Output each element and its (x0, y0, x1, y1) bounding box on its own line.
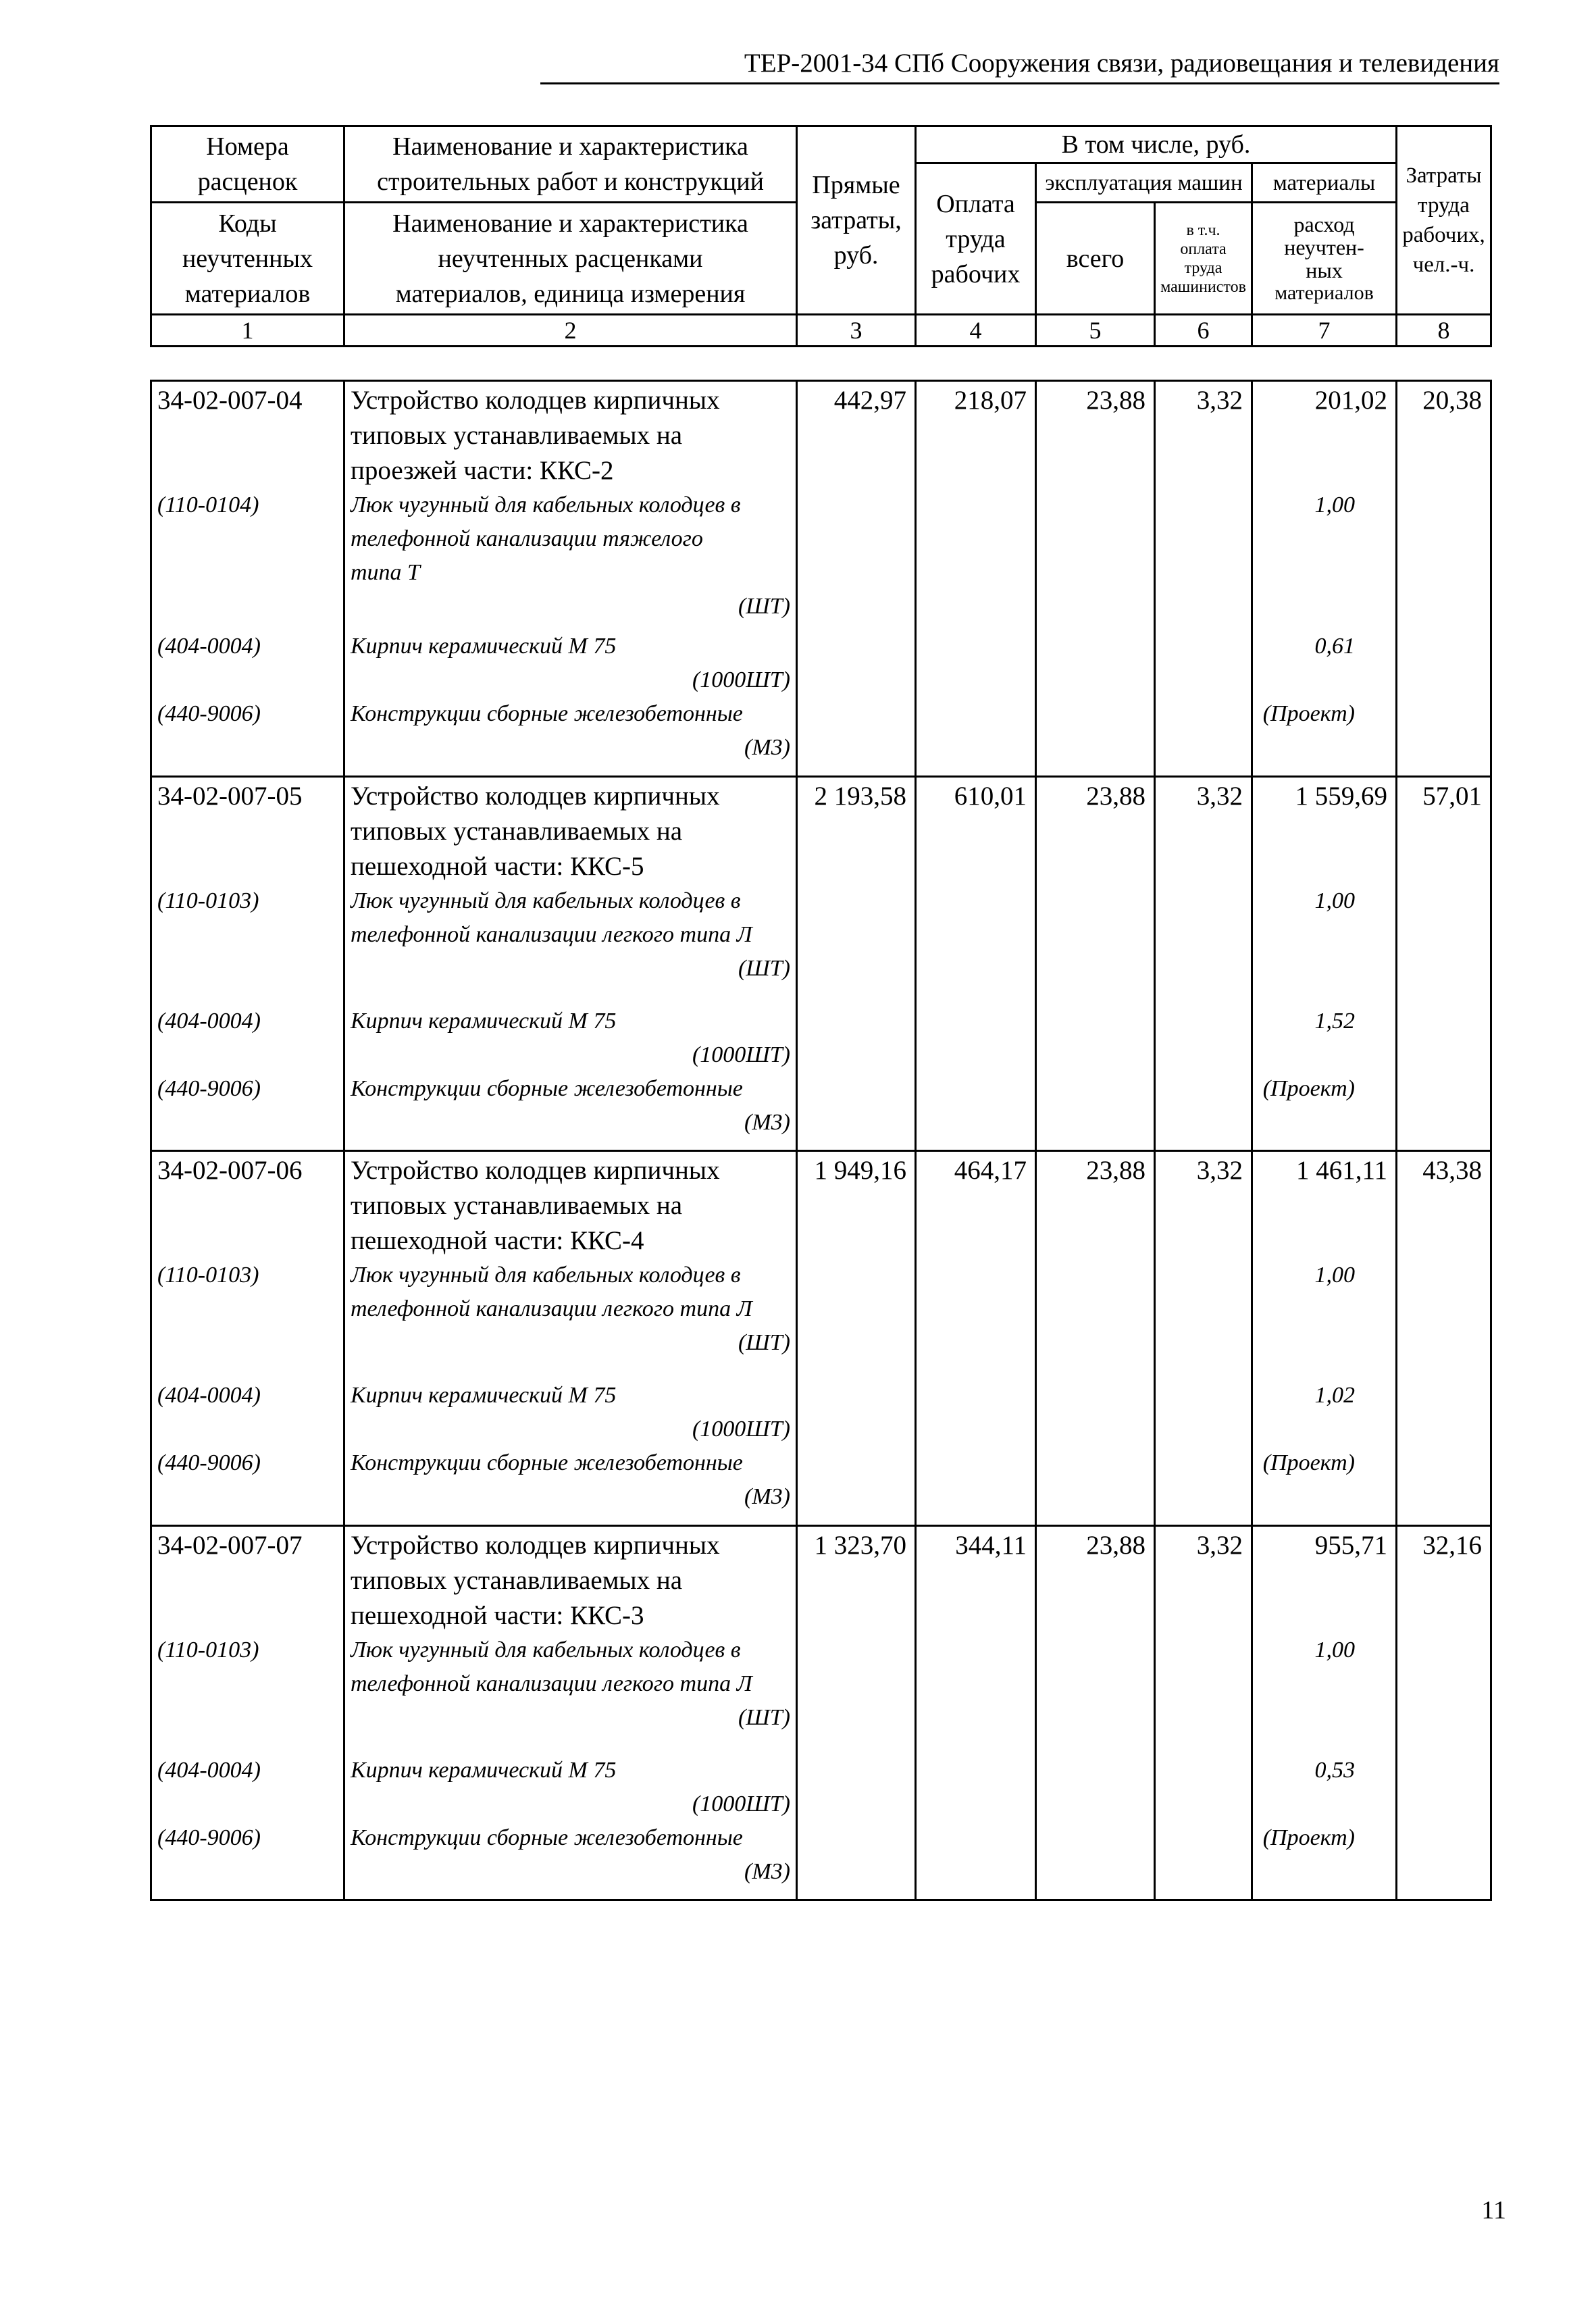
labor-cost: 218,07 (916, 381, 1036, 489)
material-description-line: телефонной канализации тяжелого (351, 526, 703, 551)
table-row (151, 776, 1491, 884)
empty-cell (797, 1446, 916, 1525)
material-description (344, 488, 797, 630)
material-unit: (ШТ) (738, 1330, 790, 1355)
rate-code: 34-02-007-04 (151, 381, 344, 489)
header-col1-top-line1: Номера (206, 132, 289, 161)
empty-cell (1155, 884, 1252, 1005)
material-code: (440-9006) (151, 1821, 344, 1900)
header-col8-line3: рабочих, (1402, 223, 1485, 247)
material-row (151, 884, 1491, 1005)
material-unit: (1000ШТ) (692, 667, 790, 692)
material-code: (110-0103) (151, 1633, 344, 1754)
empty-cell (1155, 1446, 1252, 1525)
material-consumption: 0,61 (1252, 630, 1397, 697)
material-description (344, 1259, 797, 1379)
empty-cell (1155, 1633, 1252, 1754)
material-row (151, 488, 1491, 630)
machines-cost: 23,88 (1036, 776, 1155, 884)
empty-cell (1036, 1754, 1155, 1821)
empty-cell (1036, 697, 1155, 776)
material-code: (404-0004) (151, 630, 344, 697)
empty-cell (916, 1005, 1036, 1072)
header-col1-bottom-line2: неучтенных (182, 244, 313, 273)
material-description-line: телефонной канализации легкого типа Л (351, 921, 752, 947)
empty-cell (1397, 1821, 1491, 1900)
empty-cell (797, 1821, 916, 1900)
machinists-cost: 3,32 (1155, 776, 1252, 884)
rate-description-line: пешеходной части: ККС-5 (351, 851, 644, 881)
material-description (344, 630, 797, 697)
material-row (151, 1259, 1491, 1379)
material-unit: (М3) (744, 1109, 790, 1135)
empty-cell (1036, 1633, 1155, 1754)
running-header: ТЕР-2001-34 СПб Сооружения связи, радиовещания и телевидения (540, 45, 1499, 84)
header-col8 (1397, 126, 1491, 315)
empty-cell (916, 630, 1036, 697)
empty-cell (1397, 884, 1491, 1005)
header-col2-top-line1: Наименование и характеристика (392, 132, 748, 161)
header-col2-top (344, 126, 797, 203)
material-description-line: Люк чугунный для кабельных колодцев в (351, 1263, 741, 1288)
material-unit: (ШТ) (738, 955, 790, 981)
material-row (151, 1446, 1491, 1525)
header-col6-line4: машинистов (1160, 278, 1246, 296)
machines-cost: 23,88 (1036, 381, 1155, 489)
rate-description-line: Устройство колодцев кирпичных (351, 1530, 720, 1560)
header-col4-line3: рабочих (931, 259, 1021, 288)
labor-hours: 32,16 (1397, 1525, 1491, 1633)
material-row (151, 630, 1491, 697)
column-number: 4 (916, 315, 1036, 347)
empty-cell (916, 1259, 1036, 1379)
rate-description-line: типовых устанавливаемых на (351, 1565, 683, 1595)
material-description-line: Кирпич керамический М 75 (351, 1757, 617, 1783)
empty-cell (1036, 1379, 1155, 1446)
material-description-line: Люк чугунный для кабельных колодцев в (351, 1637, 741, 1662)
machinists-cost: 3,32 (1155, 1525, 1252, 1633)
empty-cell (1155, 1259, 1252, 1379)
material-consumption: (Проект) (1252, 697, 1397, 776)
empty-cell (916, 1633, 1036, 1754)
empty-cell (916, 1754, 1036, 1821)
column-numbers-row (151, 315, 1491, 347)
empty-cell (1155, 630, 1252, 697)
rate-description-line: пешеходной части: ККС-4 (351, 1226, 644, 1255)
materials-cost: 1 559,69 (1252, 776, 1397, 884)
material-consumption: 1,00 (1252, 1633, 1397, 1754)
page-number: 11 (1481, 2196, 1506, 2225)
material-description (344, 1446, 797, 1525)
header-col7 (1252, 203, 1397, 315)
machines-cost: 23,88 (1036, 1525, 1155, 1633)
machinists-cost: 3,32 (1155, 381, 1252, 489)
material-description-line: телефонной канализации легкого типа Л (351, 1671, 752, 1696)
material-row (151, 1072, 1491, 1151)
material-description (344, 1754, 797, 1821)
material-row (151, 697, 1491, 776)
material-description (344, 1633, 797, 1754)
header-col4-line1: Оплата (936, 189, 1015, 218)
material-unit: (ШТ) (738, 594, 790, 619)
material-consumption: 1,02 (1252, 1379, 1397, 1446)
rate-description-line: типовых устанавливаемых на (351, 421, 683, 450)
material-row (151, 1754, 1491, 1821)
direct-cost: 442,97 (797, 381, 916, 489)
header-col5: всего (1036, 203, 1155, 315)
material-consumption: 0,53 (1252, 1754, 1397, 1821)
empty-cell (916, 488, 1036, 630)
material-description-line: Кирпич керамический М 75 (351, 1008, 617, 1034)
material-description (344, 1379, 797, 1446)
labor-cost: 610,01 (916, 776, 1036, 884)
material-description-line: Люк чугунный для кабельных колодцев в (351, 888, 741, 913)
rate-description-line: Устройство колодцев кирпичных (351, 781, 720, 811)
material-unit: (1000ШТ) (692, 1791, 790, 1816)
material-unit: (ШТ) (738, 1704, 790, 1730)
rate-description-line: типовых устанавливаемых на (351, 1191, 683, 1220)
empty-cell (797, 884, 916, 1005)
empty-cell (1397, 630, 1491, 697)
material-description (344, 697, 797, 776)
rate-code: 34-02-007-05 (151, 776, 344, 884)
direct-cost: 1 323,70 (797, 1525, 916, 1633)
materials-cost: 201,02 (1252, 381, 1397, 489)
material-description (344, 884, 797, 1005)
empty-cell (1155, 1379, 1252, 1446)
material-code: (404-0004) (151, 1379, 344, 1446)
empty-cell (1397, 1259, 1491, 1379)
empty-cell (797, 697, 916, 776)
empty-cell (1036, 1005, 1155, 1072)
empty-cell (1036, 884, 1155, 1005)
material-description-line: Конструкции сборные железобетонные (351, 1075, 743, 1101)
header-col7-line3: ных (1306, 257, 1343, 282)
labor-cost: 344,11 (916, 1525, 1036, 1633)
header-machines: эксплуатация машин (1036, 163, 1252, 203)
empty-cell (797, 488, 916, 630)
machinists-cost: 3,32 (1155, 1151, 1252, 1259)
header-col8-line4: чел.-ч. (1412, 253, 1475, 277)
empty-cell (1397, 1379, 1491, 1446)
empty-cell (1036, 1821, 1155, 1900)
header-col1-top-line2: расценок (197, 168, 298, 196)
material-code: (404-0004) (151, 1005, 344, 1072)
labor-hours: 43,38 (1397, 1151, 1491, 1259)
header-col8-line1: Затраты (1406, 163, 1482, 188)
material-code: (440-9006) (151, 1446, 344, 1525)
labor-hours: 20,38 (1397, 381, 1491, 489)
material-description-line: Конструкции сборные железобетонные (351, 1450, 743, 1475)
material-description-line: Конструкции сборные железобетонные (351, 701, 743, 726)
material-code: (110-0104) (151, 488, 344, 630)
material-unit: (М3) (744, 1858, 790, 1884)
empty-cell (1155, 1821, 1252, 1900)
column-number: 5 (1036, 315, 1155, 347)
column-number: 8 (1397, 315, 1491, 347)
materials-cost: 1 461,11 (1252, 1151, 1397, 1259)
table-row (151, 1525, 1491, 1633)
header-col8-line2: труда (1418, 193, 1470, 218)
material-description-line: Кирпич керамический М 75 (351, 1383, 617, 1408)
material-consumption: 1,52 (1252, 1005, 1397, 1072)
material-consumption: (Проект) (1252, 1072, 1397, 1151)
empty-cell (916, 884, 1036, 1005)
header-col3-line2: затраты, (810, 206, 902, 234)
empty-cell (1397, 488, 1491, 630)
material-description-line: телефонной канализации легкого типа Л (351, 1296, 752, 1321)
material-description (344, 1072, 797, 1151)
empty-cell (797, 630, 916, 697)
empty-cell (916, 1446, 1036, 1525)
labor-hours: 57,01 (1397, 776, 1491, 884)
empty-cell (1036, 1446, 1155, 1525)
table-row (151, 381, 1491, 489)
material-row (151, 1005, 1491, 1072)
header-col3-line3: руб. (833, 241, 879, 270)
material-description-line: Конструкции сборные железобетонные (351, 1825, 743, 1850)
material-row (151, 1821, 1491, 1900)
header-col2-top-line2: строительных работ и конструкций (377, 168, 764, 196)
header-col1-bottom-line3: материалов (184, 279, 311, 308)
material-consumption: 1,00 (1252, 1259, 1397, 1379)
header-col7-line1: расход (1293, 211, 1355, 236)
column-number: 6 (1155, 315, 1252, 347)
column-number: 7 (1252, 315, 1397, 347)
material-row (151, 1633, 1491, 1754)
header-materials: материалы (1252, 163, 1397, 203)
header-col1-top (151, 126, 344, 203)
material-unit: (1000ШТ) (692, 1417, 790, 1442)
material-row (151, 1379, 1491, 1446)
empty-cell (1036, 1259, 1155, 1379)
materials-cost: 955,71 (1252, 1525, 1397, 1633)
rates-body (151, 381, 1491, 1900)
header-col1-bottom (151, 203, 344, 315)
empty-cell (1036, 630, 1155, 697)
material-code: (110-0103) (151, 884, 344, 1005)
empty-cell (1397, 1633, 1491, 1754)
header-col2-bottom (344, 203, 797, 315)
table-row (151, 1151, 1491, 1259)
material-code: (440-9006) (151, 1072, 344, 1151)
material-code: (110-0103) (151, 1259, 344, 1379)
column-number: 1 (151, 315, 344, 347)
labor-cost: 464,17 (916, 1151, 1036, 1259)
header-col7-line2: неучтен- (1284, 234, 1364, 259)
empty-cell (1397, 1754, 1491, 1821)
rate-code: 34-02-007-06 (151, 1151, 344, 1259)
rate-description-line: проезжей части: ККС-2 (351, 456, 614, 485)
rate-description (344, 1151, 797, 1259)
empty-cell (1155, 1754, 1252, 1821)
empty-cell (1155, 488, 1252, 630)
header-col2-bottom-line2: неучтенных расценками (438, 244, 703, 273)
empty-cell (1155, 697, 1252, 776)
machines-cost: 23,88 (1036, 1151, 1155, 1259)
material-description (344, 1821, 797, 1900)
empty-cell (1397, 697, 1491, 776)
rate-description (344, 776, 797, 884)
header-col6-line2: оплата (1180, 240, 1227, 258)
material-consumption: 1,00 (1252, 884, 1397, 1005)
header-col7-line4: материалов (1275, 281, 1374, 304)
rate-description-line: Устройство колодцев кирпичных (351, 386, 720, 415)
rates-table (150, 380, 1492, 1901)
empty-cell (1397, 1446, 1491, 1525)
rate-description-line: типовых устанавливаемых на (351, 816, 683, 846)
empty-cell (797, 1633, 916, 1754)
direct-cost: 1 949,16 (797, 1151, 916, 1259)
empty-cell (797, 1754, 916, 1821)
header-col1-bottom-line1: Коды (218, 209, 277, 238)
empty-cell (797, 1379, 916, 1446)
empty-cell (797, 1259, 916, 1379)
material-unit: (М3) (744, 1484, 790, 1509)
header-col6-line1: в т.ч. (1186, 221, 1220, 239)
material-unit: (1000ШТ) (692, 1042, 790, 1067)
rate-description-line: Устройство колодцев кирпичных (351, 1156, 720, 1185)
table-header (150, 125, 1492, 347)
header-col6-line3: труда (1184, 259, 1222, 277)
material-code: (440-9006) (151, 697, 344, 776)
material-consumption: (Проект) (1252, 1821, 1397, 1900)
direct-cost: 2 193,58 (797, 776, 916, 884)
material-description-line: Люк чугунный для кабельных колодцев в (351, 492, 741, 517)
empty-cell (797, 1072, 916, 1151)
empty-cell (916, 697, 1036, 776)
empty-cell (1397, 1005, 1491, 1072)
header-col3-line1: Прямые (812, 171, 900, 199)
header-col4 (916, 163, 1036, 315)
empty-cell (1397, 1072, 1491, 1151)
empty-cell (916, 1379, 1036, 1446)
header-col2-bottom-line3: материалов, единица измерения (395, 279, 746, 308)
material-consumption: (Проект) (1252, 1446, 1397, 1525)
empty-cell (1036, 488, 1155, 630)
empty-cell (916, 1072, 1036, 1151)
header-col2-bottom-line1: Наименование и характеристика (392, 209, 748, 238)
empty-cell (1155, 1005, 1252, 1072)
rate-description (344, 381, 797, 489)
empty-cell (1036, 1072, 1155, 1151)
material-consumption: 1,00 (1252, 488, 1397, 630)
header-col6 (1155, 203, 1252, 315)
material-code: (404-0004) (151, 1754, 344, 1821)
material-unit: (М3) (744, 735, 790, 760)
empty-cell (1155, 1072, 1252, 1151)
column-number: 3 (797, 315, 916, 347)
material-description-line: типа Т (351, 560, 420, 585)
material-description-line: Кирпич керамический М 75 (351, 634, 617, 659)
column-number: 2 (344, 315, 797, 347)
empty-cell (916, 1821, 1036, 1900)
empty-cell (797, 1005, 916, 1072)
rate-description (344, 1525, 797, 1633)
header-col3 (797, 126, 916, 315)
header-col4-line2: труда (946, 224, 1006, 253)
rate-code: 34-02-007-07 (151, 1525, 344, 1633)
material-description (344, 1005, 797, 1072)
header-group: В том числе, руб. (916, 126, 1397, 163)
rate-description-line: пешеходной части: ККС-3 (351, 1600, 644, 1630)
